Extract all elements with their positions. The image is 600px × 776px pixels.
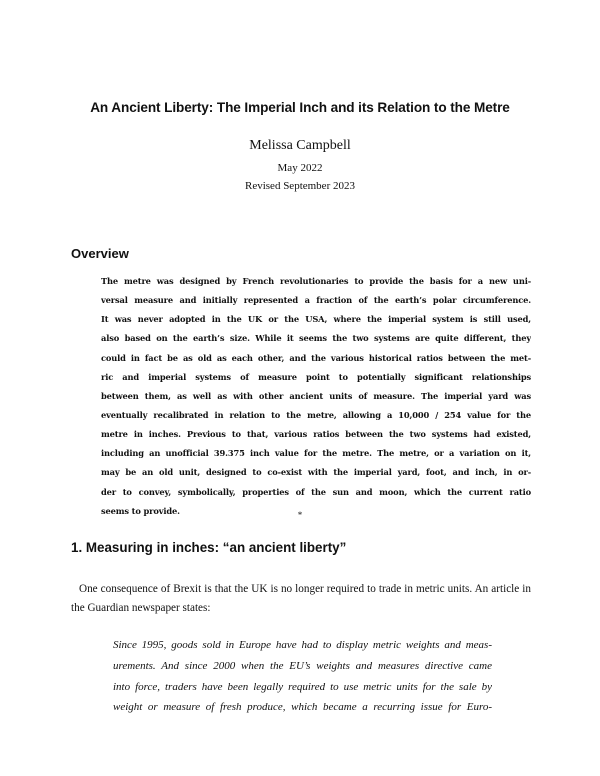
abstract-line: versal measure and initially represented a fraction of the earth’s polar circumference. [101, 295, 531, 306]
quote-line: weight or measure of fresh produce, which became a recurring issue for Euro- [113, 701, 492, 714]
abstract-line: between them, as well as with other ancient units of measure. The imperial yard was [101, 390, 531, 401]
quote-line: into force, traders have been legally required to use metric units for the sale by [113, 680, 492, 693]
section-1-heading: 1. Measuring in inches: “an ancient liberty” [71, 540, 347, 555]
overview-heading: Overview [71, 246, 129, 261]
abstract-line: der to convey, symbolically, properties of the sun and moon, which the current ratio [101, 486, 531, 497]
abstract-line: ric and imperial systems of measure point to potentially significant relationships [101, 371, 531, 382]
abstract-line: It was never adopted in the UK or the USA, where the imperial system is still used, [101, 314, 531, 325]
quote-line: Since 1995, goods sold in Europe have had to display metric weights and meas- [113, 639, 492, 651]
abstract-line: metre in inches. Previous to that, various ratios between the two systems had existed, [101, 429, 531, 440]
paper-author: Melissa Campbell [249, 138, 351, 153]
abstract-line: including an unofficial 39.375 inch value for the metre. The metre, or a variation on it, [101, 448, 531, 459]
abstract-line: seems to provide. [101, 505, 180, 516]
section-separator: * [297, 510, 303, 520]
paper-date: May 2022 [277, 162, 323, 174]
abstract-line: may be an old unit, designed to co-exist with the imperial yard, foot, and inch, in or- [101, 467, 531, 478]
abstract-line: The metre was designed by French revolutionaries to provide the basis for a new uni- [101, 276, 531, 286]
quote-line: urements. And since 2000 when the EU’s weights and measures directive came [113, 659, 492, 672]
paper-revised-date: Revised September 2023 [245, 180, 355, 192]
abstract-line: could in fact be as old as each other, and the various historical ratios between the met- [101, 352, 531, 363]
paper-title: An Ancient Liberty: The Imperial Inch and its Relation to the Metre [90, 100, 510, 115]
abstract-line: also based on the earth’s size. While it seems the two systems are quite different, they [101, 333, 531, 344]
block-quote [113, 635, 492, 718]
paragraph-line: One consequence of Brexit is that the UK is no longer required to trade in metric units. An article in [79, 583, 531, 595]
paragraph-line: the Guardian newspaper states: [71, 601, 211, 614]
abstract-line: eventually recalibrated in relation to the metre, allowing a 10,000 / 254 value for the [101, 409, 531, 420]
section-1-paragraph [71, 580, 531, 617]
abstract [101, 272, 531, 521]
